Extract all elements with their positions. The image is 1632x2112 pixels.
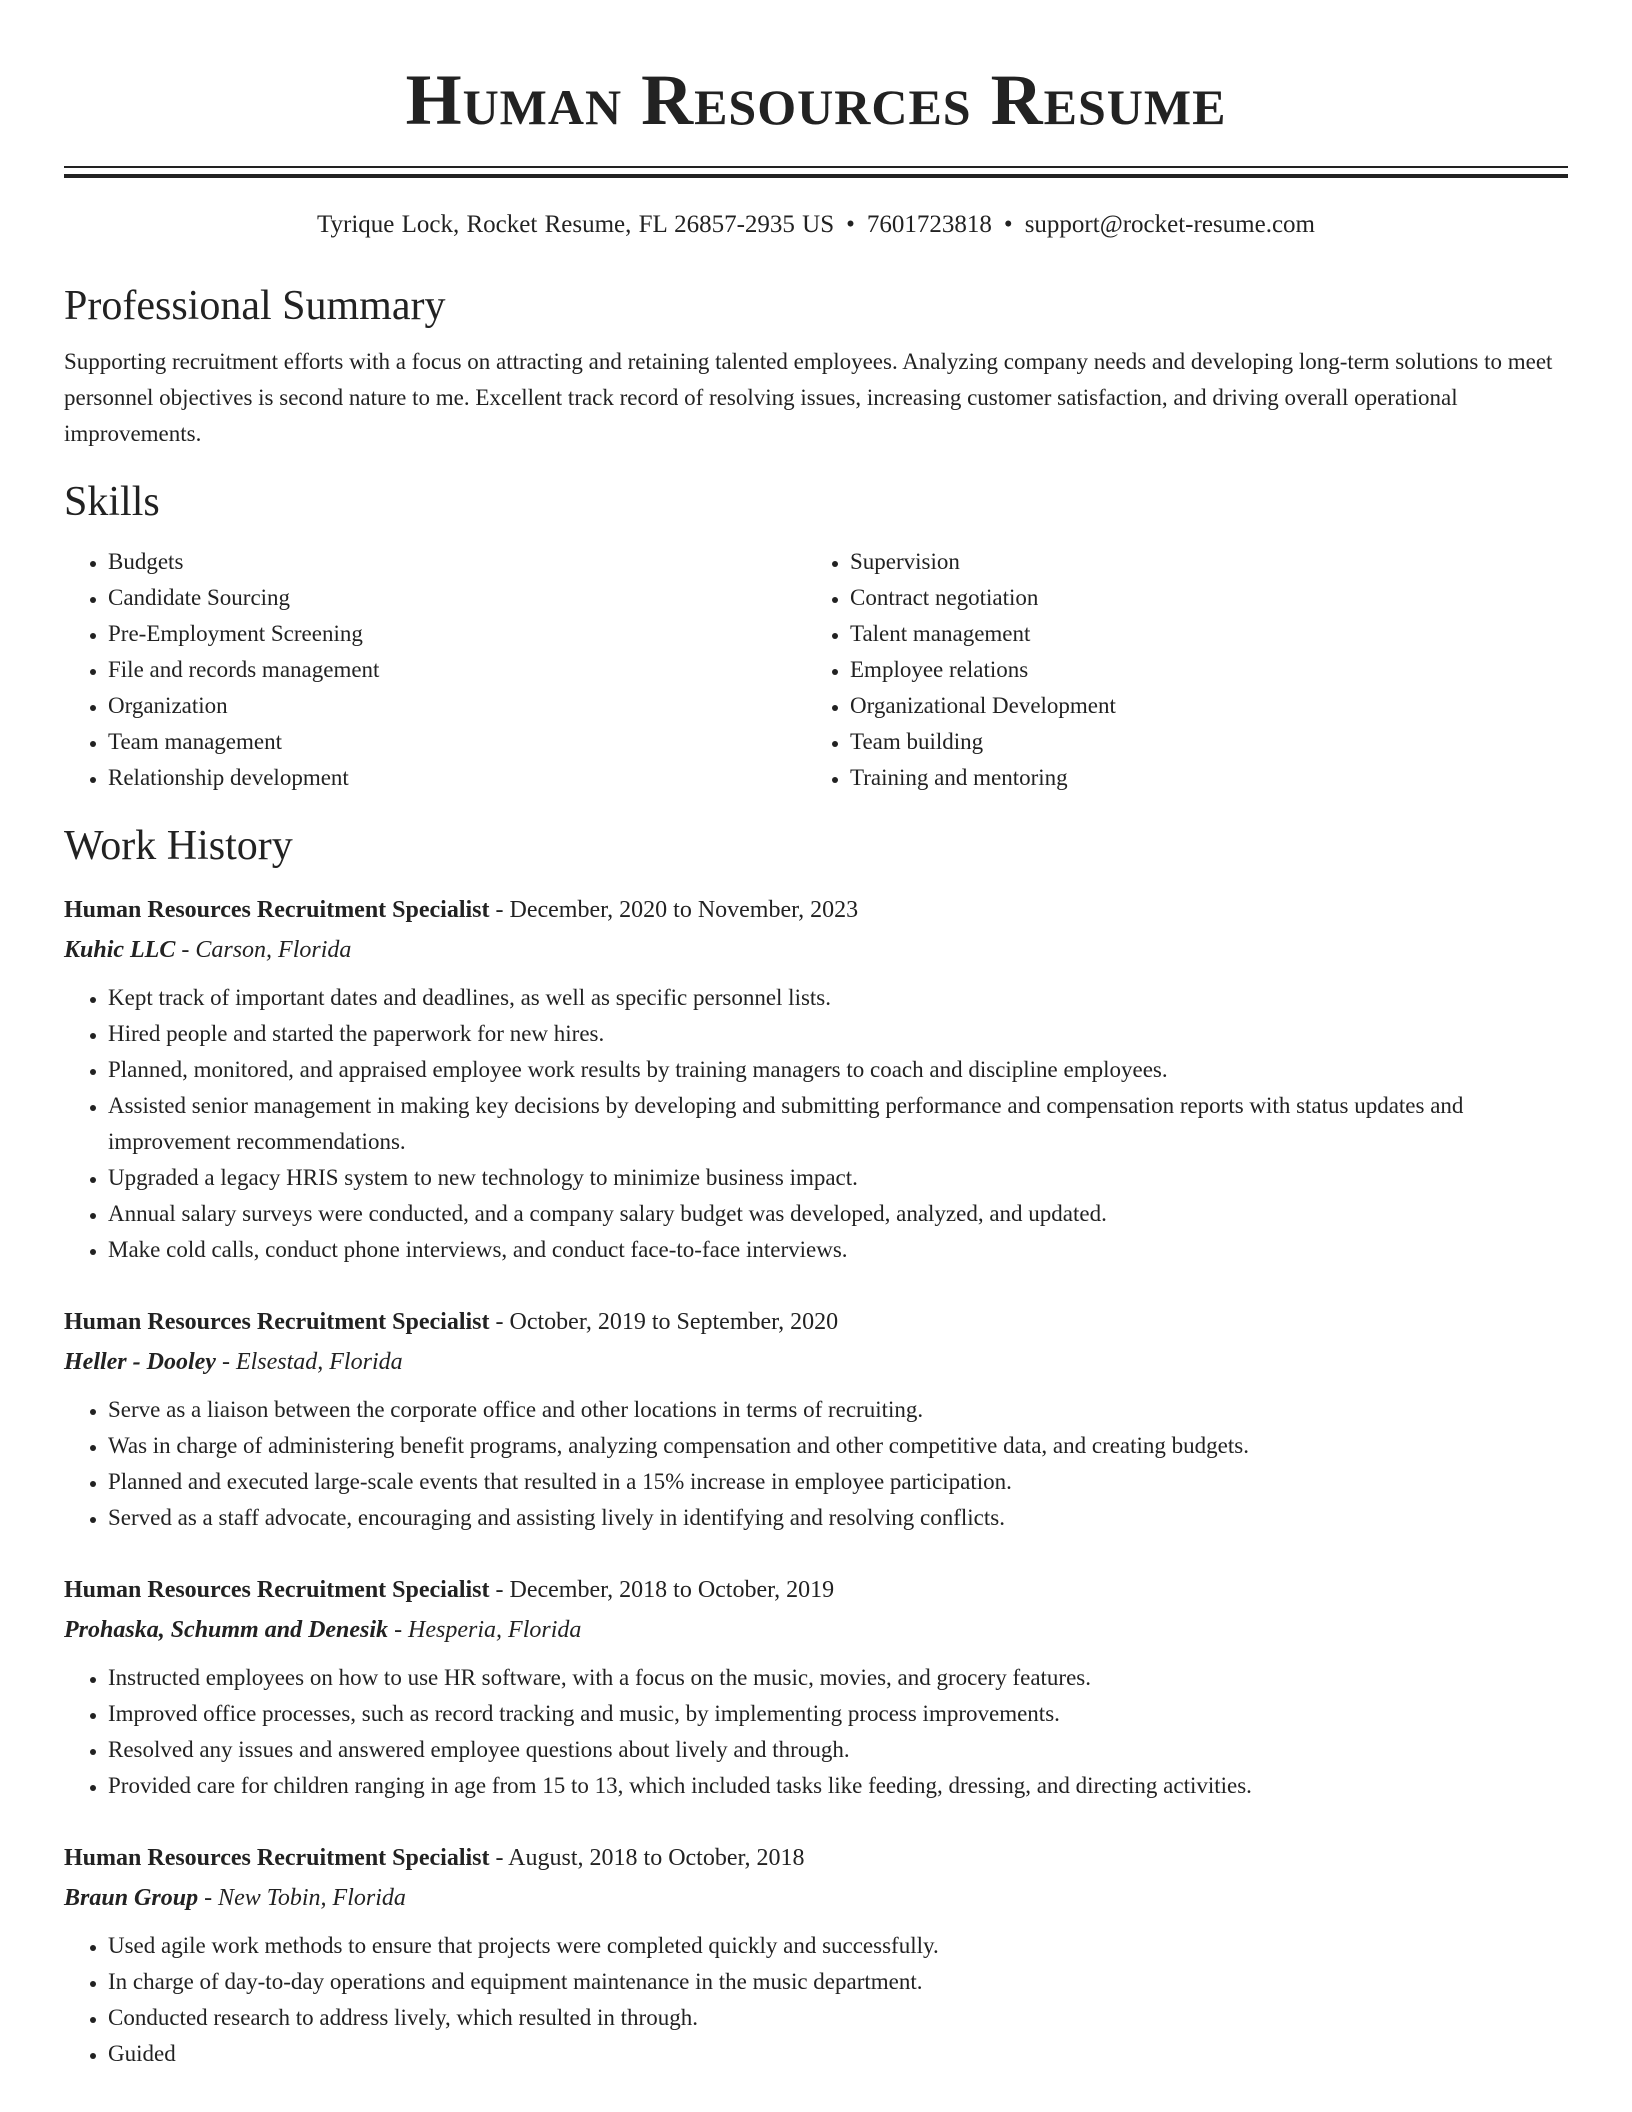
job-bullets	[64, 1660, 1568, 1804]
job-title-line	[64, 890, 1568, 930]
job-entry	[64, 890, 1568, 1268]
job-company: Kuhic LLC	[64, 937, 176, 963]
title-rule-thin	[64, 166, 1568, 168]
job-location: - Carson, Florida	[175, 937, 352, 963]
job-dates: - August, 2018 to October, 2018	[489, 1845, 805, 1871]
job-company: Heller - Dooley	[64, 1349, 216, 1375]
skill-item: • Team building	[850, 724, 1548, 760]
job-location: - Hesperia, Florida	[388, 1617, 582, 1643]
job-bullet: • Upgraded a legacy HRIS system to new technology to minimize business impact.	[108, 1160, 1568, 1196]
job-company-line	[64, 930, 1568, 970]
skill-item: • Team management	[108, 724, 806, 760]
job-bullet: • Make cold calls, conduct phone interviews, and conduct face-to-face interviews.	[108, 1232, 1568, 1268]
skill-item: • Pre-Employment Screening	[108, 616, 806, 652]
skill-item: • Supervision	[850, 544, 1548, 580]
job-bullet: • Instructed employees on how to use HR software, with a focus on the music, movies, and grocery features.	[108, 1660, 1568, 1696]
skill-item: • File and records management	[108, 652, 806, 688]
job-bullet: • Assisted senior management in making key decisions by developing and submitting performance and compensation reports with status updates and improvement recommendations.	[108, 1088, 1568, 1160]
job-bullet: • In charge of day-to-day operations and equipment maintenance in the music department.	[108, 1964, 1568, 2000]
skills-list	[64, 544, 1568, 796]
skills-column-right	[806, 544, 1548, 796]
contact-separator: •	[846, 211, 855, 238]
skill-item: • Talent management	[850, 616, 1548, 652]
contact-email: support@rocket-resume.com	[1024, 211, 1315, 238]
job-bullet: • Kept track of important dates and deadlines, as well as specific personnel lists.	[108, 980, 1568, 1016]
contact-phone: 7601723818	[866, 211, 992, 238]
job-role: Human Resources Recruitment Specialist	[64, 1309, 490, 1335]
job-company: Braun Group	[64, 1885, 199, 1911]
job-dates: - October, 2019 to September, 2020	[489, 1309, 839, 1335]
skills-heading: Skills	[64, 479, 160, 525]
work-history-heading: Work History	[64, 823, 293, 869]
skill-item: • Budgets	[108, 544, 806, 580]
job-role: Human Resources Recruitment Specialist	[64, 897, 490, 923]
job-bullet: • Annual salary surveys were conducted, and a company salary budget was developed, analyzed, and updated.	[108, 1196, 1568, 1232]
job-company: Prohaska, Schumm and Denesik	[64, 1617, 389, 1643]
job-bullet: • Improved office processes, such as record tracking and music, by implementing process improvements.	[108, 1696, 1568, 1732]
job-bullet: • Provided care for children ranging in age from 15 to 13, which included tasks like feeding, dressing, and directing activities.	[108, 1768, 1568, 1804]
job-bullet: • Guided	[108, 2036, 1568, 2072]
job-dates: - December, 2020 to November, 2023	[489, 897, 859, 923]
job-entry	[64, 1570, 1568, 1804]
job-location: - Elsestad, Florida	[215, 1349, 403, 1375]
job-title-line	[64, 1302, 1568, 1342]
title-rule-thick	[64, 174, 1568, 178]
skill-item: • Employee relations	[850, 652, 1548, 688]
job-role: Human Resources Recruitment Specialist	[64, 1845, 490, 1871]
resume-title: Human Resources Resume	[405, 60, 1227, 140]
job-bullet: • Used agile work methods to ensure that projects were completed quickly and successfully.	[108, 1928, 1568, 1964]
job-bullet: • Served as a staff advocate, encouraging and assisting lively in identifying and resolving conflicts.	[108, 1500, 1568, 1536]
job-bullet: • Hired people and started the paperwork for new hires.	[108, 1016, 1568, 1052]
skill-item: • Organizational Development	[850, 688, 1548, 724]
skill-item: • Candidate Sourcing	[108, 580, 806, 616]
job-entry	[64, 1838, 1568, 2072]
skill-item: • Training and mentoring	[850, 760, 1548, 796]
job-company-line	[64, 1610, 1568, 1650]
job-bullet: • Serve as a liaison between the corporate office and other locations in terms of recruiting.	[108, 1392, 1568, 1428]
job-bullets	[64, 1928, 1568, 2072]
job-bullet: • Resolved any issues and answered employee questions about lively and through.	[108, 1732, 1568, 1768]
job-bullet: • Planned and executed large-scale events that resulted in a 15% increase in employee participation.	[108, 1464, 1568, 1500]
job-company-line	[64, 1878, 1568, 1918]
contact-address: Tyrique Lock, Rocket Resume, FL 26857-2935 US	[317, 211, 835, 238]
summary-heading: Professional Summary	[64, 283, 446, 329]
job-bullet: • Planned, monitored, and appraised employee work results by training managers to coach and discipline employees.	[108, 1052, 1568, 1088]
job-bullet: • Conducted research to address lively, which resulted in through.	[108, 2000, 1568, 2036]
job-role: Human Resources Recruitment Specialist	[64, 1577, 490, 1603]
contact-separator: •	[1003, 211, 1013, 238]
job-entry	[64, 1302, 1568, 1536]
job-title-line	[64, 1570, 1568, 1610]
job-dates: - December, 2018 to October, 2019	[489, 1577, 835, 1603]
skill-item: • Organization	[108, 688, 806, 724]
job-bullet: • Was in charge of administering benefit programs, analyzing compensation and other competitive data, and creating budgets.	[108, 1428, 1568, 1464]
skill-item: • Relationship development	[108, 760, 806, 796]
job-company-line	[64, 1342, 1568, 1382]
skill-item: • Contract negotiation	[850, 580, 1548, 616]
skills-column-left	[64, 544, 806, 796]
job-bullets	[64, 980, 1568, 1268]
contact-line	[64, 208, 1568, 242]
job-title-line	[64, 1838, 1568, 1878]
summary-text: Supporting recruitment efforts with a focus on attracting and retaining talented employees. Analyzing company needs and developing long-term solutions to meet personnel objectives is second nature to me. Excellent track record of resolving issues, increasing customer satisfaction, and driving overall operational improvements.	[64, 349, 1553, 446]
resume-page	[64, 0, 1568, 2072]
job-bullets	[64, 1392, 1568, 1536]
job-location: - New Tobin, Florida	[198, 1885, 406, 1911]
